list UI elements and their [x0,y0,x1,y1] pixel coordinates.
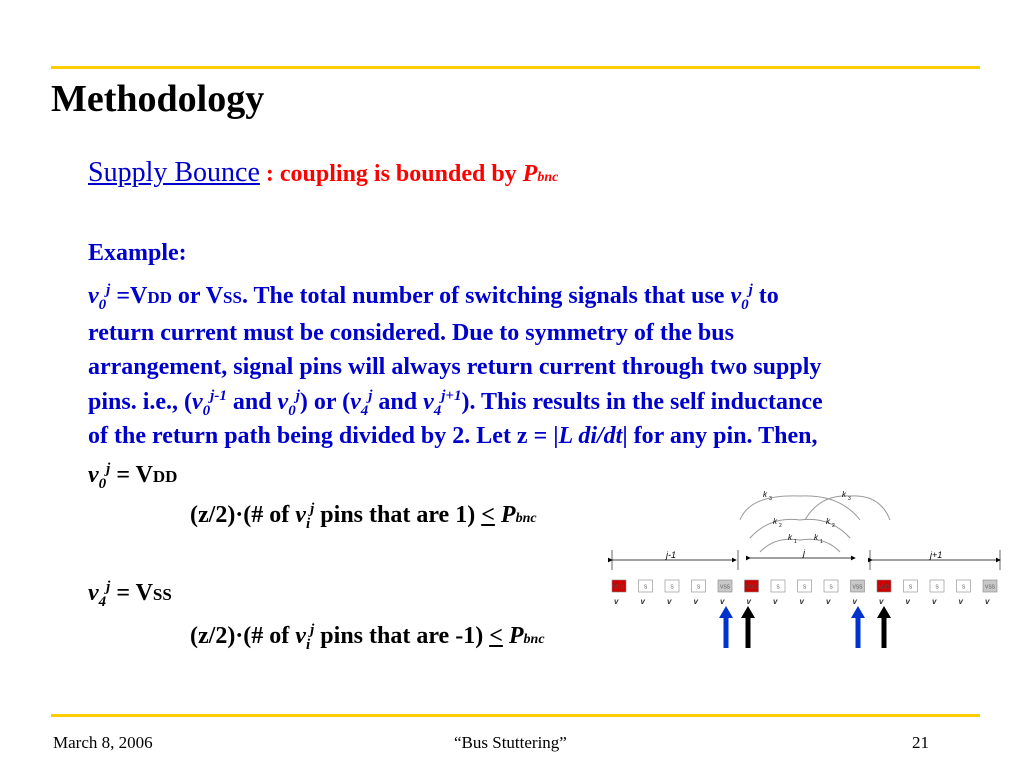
example-label: Example: [88,240,187,266]
j-label: j [803,548,805,558]
footer-date: March 8, 2006 [53,733,153,752]
subtitle [88,153,558,198]
pin-label-4: VSS [719,584,731,591]
k2-left-label: k [773,517,777,526]
pin-label-5: VDD [746,584,757,591]
blue-arrow-left [719,606,733,648]
k2-arc [750,519,850,538]
k3-arc-right2 [850,496,890,520]
svg-text:3: 3 [848,496,851,502]
pin-label-8: S [829,584,833,591]
bus-pin-diagram [600,484,1010,654]
k3-arc-left2 [800,496,860,520]
pin-signal-label-9: v [852,597,857,606]
pin-signal-label-5: v [746,597,751,606]
equation-vss-bound: (z/2)·(# of $v_i^j$ pins that are -1) < Pbnc [190,622,545,653]
pin-label-6: S [776,584,780,591]
k3-right-label: k [842,490,846,499]
pin-label-2: S [670,584,674,591]
pin-label-0: VDD [613,584,625,591]
subtitle-p: P [522,161,538,187]
k3-left-label: k [763,490,767,499]
k1-right-label: k [814,533,818,542]
pin-signal-label-11: v [905,597,910,606]
jm1-label: j-1 [666,550,677,560]
pin-label-13: S [961,584,966,591]
footer-title: “Bus Stuttering” [454,733,567,752]
bottom-divider [51,714,980,717]
pin-signal-label-4: v [720,597,725,606]
pin-label-11: S [908,584,913,591]
page-number: 21 [912,733,929,752]
k2-right-label: k [826,517,830,526]
supply-bounce-link[interactable]: Supply Bounce [88,157,260,188]
equation-vdd: $v_0^j$ = VDD [88,461,178,492]
pin-signal-label-8: v [826,597,831,606]
pin-label-3: S [696,584,701,591]
pin-row [612,580,997,606]
pin-signal-label-6: v [773,597,778,606]
pin-label-1: S [643,584,648,591]
pin-signal-label-10: v [879,597,884,606]
subtitle-text: coupling is bounded by [279,161,523,187]
pin-label-9: VSS [852,584,863,591]
black-arrow-right [877,606,891,648]
example-paragraph: $v_0^j =VDD$ or VSS. The total number of switching signals that use $v_0^j$ to return current must be considered. Due to symmetry of the bus arrangement, signal pins will always return current through two supply pins. i.e., ($v_0^{j-1}$ and $v_0^j$) or ($v_4^j$ and $v_4^{j+1}$). This results in the self inductance of the return path being divided by 2. Let z = |L di/dt| for any pin. Then, [88,282,823,449]
svg-text:1: 1 [794,539,797,545]
equation-vss: $v_4^j$ = VSS [88,579,172,610]
k1-left-label: k [788,533,792,542]
pin-label-14: VSS [984,584,996,591]
subtitle-colon: : [259,161,280,187]
black-arrow-left [741,606,755,648]
pin-signal-label-2: v [667,597,672,606]
pin-signal-label-12: v [932,597,937,606]
pin-signal-label-13: v [958,597,963,606]
pin-label-10: VDD [878,584,890,591]
pin-label-12: S [935,584,939,591]
pin-signal-label-1: v [640,597,645,606]
jp1-label: j+1 [930,550,943,560]
svg-text:3: 3 [769,496,772,502]
pin-signal-label-7: v [799,597,804,606]
svg-text:1: 1 [820,539,823,545]
slide-title: Methodology [51,78,265,120]
pin-signal-label-0: v [614,597,619,606]
svg-text:2: 2 [779,523,782,529]
top-divider [51,66,980,69]
k1-arc [760,539,840,552]
svg-text:2: 2 [832,523,835,529]
pin-signal-label-14: v [985,597,990,606]
blue-arrow-right [851,606,865,648]
pin-label-7: S [802,584,807,591]
equation-vdd-bound: (z/2)·(# of $v_i^j$ pins that are 1) < Pbnc [190,501,537,532]
pin-signal-label-3: v [693,597,698,606]
subtitle-p-sub: bnc [537,170,559,185]
